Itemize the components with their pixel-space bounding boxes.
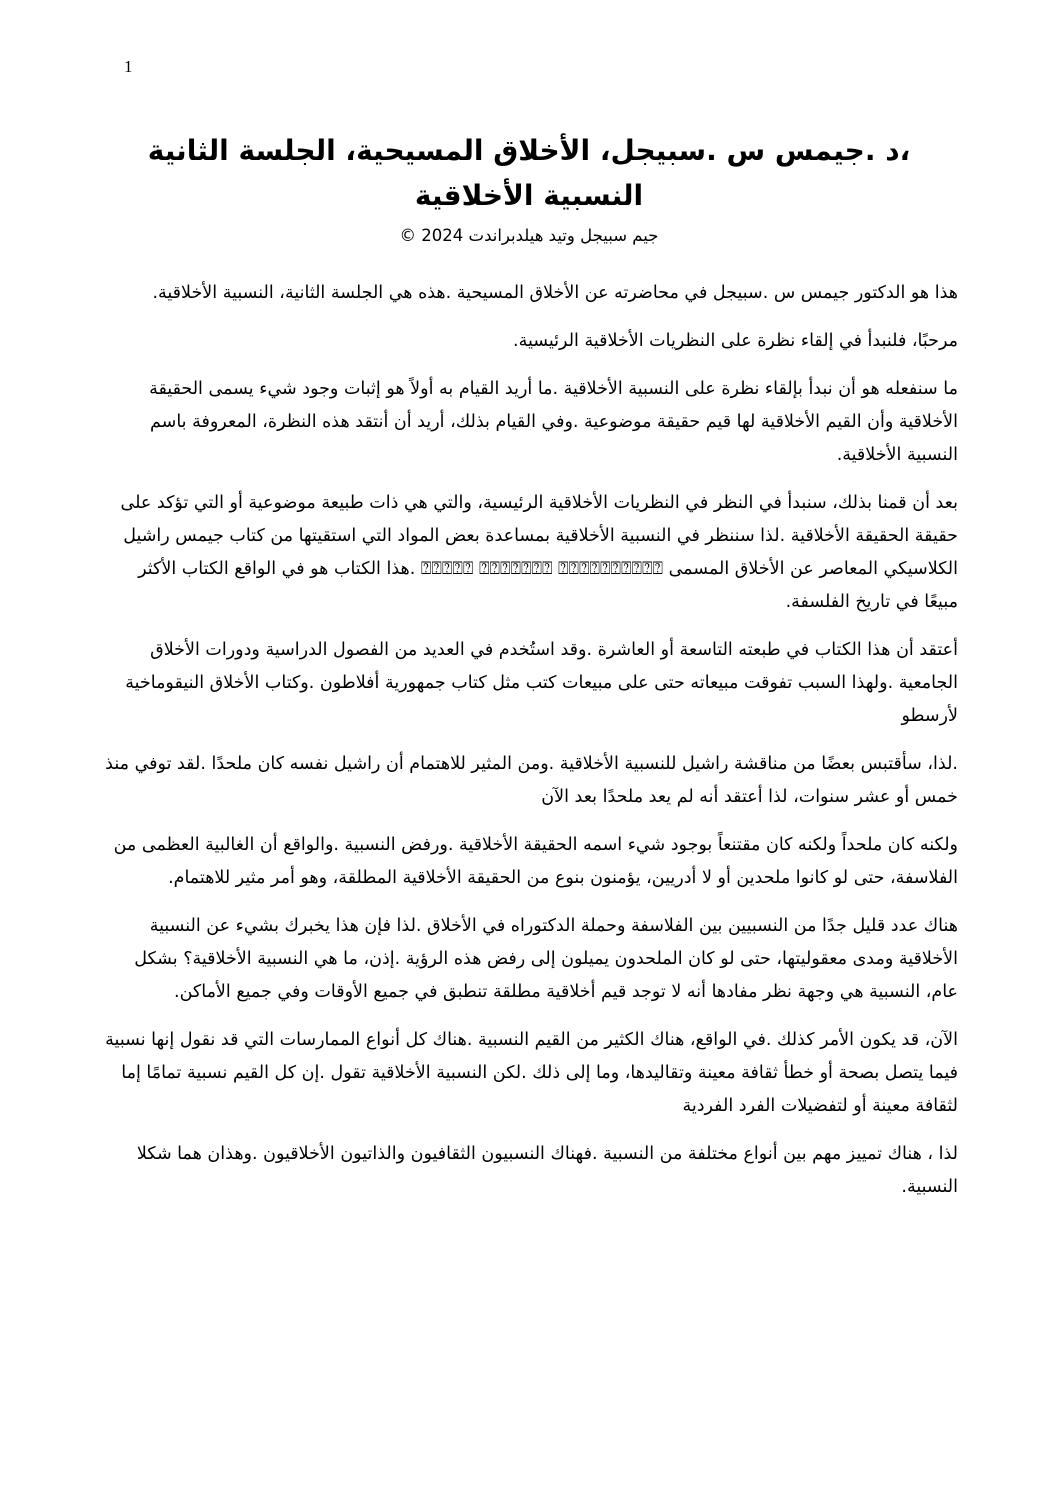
paragraph-1: هذا هو الدكتور جيمس س .سبيجل في محاضرته عن الأخلاق المسيحية .هذه هي الجلسة الثانية، النسبية الأخلاقية. bbox=[152, 283, 958, 303]
copyright-line: جيم سبيجل وتيد هيلدبراندت 2024 © bbox=[399, 226, 659, 245]
title-line-1: ،د .جيمس س .سبيجل، الأخلاق المسيحية، الجلسة الثانية bbox=[147, 134, 911, 167]
paragraph-7: ولكنه كان ملحداً ولكنه كان مقتنعاً بوجود شيء اسمه الحقيقة الأخلاقية .ورفض النسبية .والواقع أن الغالبية العظمى من الفلاسفة، حتى لو كانوا ملحدين أو لا أدريين، يؤمنون بنوع من الحقيقة الأخلاقية المطلقة، وهو أمر مثير للاهتمام. bbox=[113, 835, 958, 888]
paragraph-10: لذا ، هناك تمييز مهم بين أنواع مختلفة من النسبية .فهناك النسبيون الثقافيون والذاتيون الأخلاقيون .وهذان هما شكلا النسبية. bbox=[136, 1144, 958, 1197]
title-line-2: النسبية الأخلاقية bbox=[414, 179, 644, 212]
paragraph-9: الآن، قد يكون الأمر كذلك .في الواقع، هناك الكثير من القيم النسبية .هناك كل أنواع الممارسات التي قد نقول إنها نسبية فيما يتصل بصحة أو خطأ ثقافة معينة وتقاليدها، وما إلى ذلك .لكن النسبية الأخلاقية تقول .إن كل القيم نسبية تمامًا إما لثقافة معينة أو لتفضيلات الفرد الفردية bbox=[105, 1030, 958, 1116]
paragraph-6: .لذا، سأقتبس بعضًا من مناقشة راشيل للنسبية الأخلاقية .ومن المثير للاهتمام أن راشيل نفسه كان ملحدًا .لقد توفي منذ خمس أو عشر سنوات، لذا أعتقد أنه لم يعد ملحدًا بعد الآن bbox=[105, 754, 958, 807]
page-number: 1 bbox=[124, 57, 133, 76]
paragraph-8: هناك عدد قليل جدًا من النسبيين بين الفلاسفة وحملة الدكتوراه في الأخلاق .لذا فإن هذا يخبرك بشيء عن النسبية الأخلاقية ومدى معقوليتها، حتى لو كان الملحدون يميلون إلى رفض هذه الرؤية .إذن، ما هي النسبية الأخلاقية؟ بشكل عام، النسبية هي وجهة نظر مفادها أنه لا توجد قيم أخلاقية مطلقة تنطبق في جميع الأوقات وفي جميع الأماكن. bbox=[134, 916, 958, 1002]
paragraph-4: بعد أن قمنا بذلك، سنبدأ في النظر في النظريات الأخلاقية الرئيسية، والتي هي ذات طبيعة موضوعية أو التي تؤكد على حقيقة الحقيقة الأخلاقية .لذا سننظر في النسبية الأخلاقية بمساعدة بعض المواد التي استقيتها من كتاب جيمس راشيل الكلاسيكي المعاصر عن الأخلاق المسمى ⍰⍰⍰⍰⍰ ⍰⍰⍰⍰⍰⍰⍰ ⍰⍰⍰⍰⍰⍰⍰⍰⍰⍰ .هذا الكتاب هو في الواقع الكتاب الأكثر مبيعًا في تاريخ الفلسفة. bbox=[120, 493, 958, 612]
paragraph-3: ما سنفعله هو أن نبدأ بإلقاء نظرة على النسبية الأخلاقية .ما أريد القيام به أولاً هو إثبات وجود شيء يسمى الحقيقة الأخلاقية وأن القيم الأخلاقية لها قيم حقيقة موضوعية .وفي القيام بذلك، أريد أن أنتقد هذه النظرة، المعروفة باسم النسبية الأخلاقية. bbox=[149, 379, 958, 465]
document-body bbox=[100, 277, 958, 1204]
paragraph-2: مرحبًا، فلنبدأ في إلقاء نظرة على النظريات الأخلاقية الرئيسية. bbox=[513, 331, 958, 351]
document-title bbox=[100, 128, 958, 218]
paragraph-5: أعتقد أن هذا الكتاب في طبعته التاسعة أو العاشرة .وقد استُخدم في العديد من الفصول الدراسية ودورات الأخلاق الجامعية .ولهذا السبب تفوقت مبيعاته حتى على مبيعات كتب مثل كتاب جمهورية أفلاطون .وكتاب الأخلاق النيقوماخية لأرسطو bbox=[125, 640, 958, 726]
